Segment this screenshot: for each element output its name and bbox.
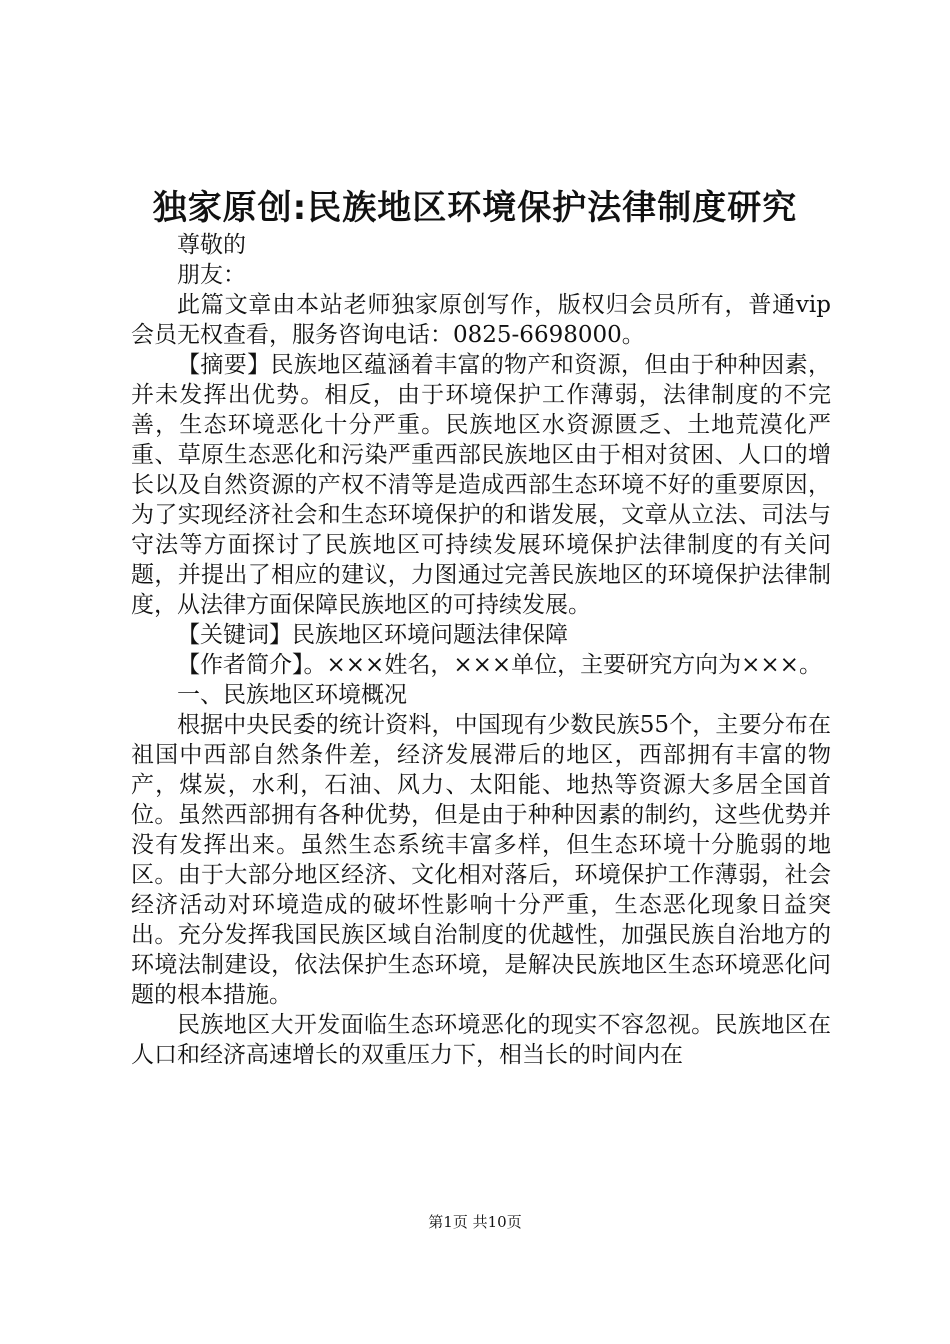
greeting-line: 尊敬的 bbox=[177, 232, 246, 258]
body-paragraph: 根据中央民委的统计资料，中国现有少数民族55个，主要分布在祖国中西部自然条件差，经济发展滞后的地区，西部拥有丰富的物产，煤炭，水利，石油、风力、太阳能、地热等资源大多居全国首位。虽然西部拥有各种优势，但是由于种种因素的制约，这些优势并没有发挥出来。虽然生态系统丰富多样，但生态环境十分脆弱的地区。由于大部分地区经济、文化相对落后，环境保护工作薄弱，社会经济活动对环境造成的破坏性影响十分严重，生态恶化现象日益突出。充分发挥我国民族区域自治制度的优越性，加强民族自治地方的环境法制建设，依法保护生态环境，是解决民族地区生态环境恶化问题的根本措施。 bbox=[131, 712, 831, 1008]
document-title: 独家原创:民族地区环境保护法律制度研究 bbox=[152, 188, 798, 228]
section-heading: 一、民族地区环境概况 bbox=[177, 682, 407, 708]
author-paragraph: 【作者简介】。×××姓名，×××单位，主要研究方向为×××。 bbox=[177, 652, 822, 678]
document-body bbox=[131, 230, 831, 1070]
abstract-paragraph: 【摘要】民族地区蕴涵着丰富的物产和资源，但由于种种因素，并未发挥出优势。相反，由于环境保护工作薄弱，法律制度的不完善，生态环境恶化十分严重。民族地区水资源匮乏、土地荒漠化严重、草原生态恶化和污染严重西部民族地区由于相对贫困、人口的增长以及自然资源的产权不清等是造成西部生态环境不好的重要原因，为了实现经济社会和生态环境保护的和谐发展，文章从立法、司法与守法等方面探讨了民族地区可持续发展环境保护法律制度的有关问题，并提出了相应的建议，力图通过完善民族地区的环境保护法律制度，从法律方面保障民族地区的可持续发展。 bbox=[131, 352, 831, 618]
greeting-line: 朋友： bbox=[177, 262, 246, 288]
body-paragraph: 民族地区大开发面临生态环境恶化的现实不容忽视。民族地区在人口和经济高速增长的双重压力下，相当长的时间内在 bbox=[131, 1012, 831, 1068]
page-footer: 第1页 共10页 bbox=[428, 1213, 522, 1231]
keywords-paragraph: 【关键词】民族地区环境问题法律保障 bbox=[177, 622, 568, 648]
copyright-notice: 此篇文章由本站老师独家原创写作，版权归会员所有，普通vip会员无权查看，服务咨询电话：0825-6698000。 bbox=[131, 292, 831, 348]
